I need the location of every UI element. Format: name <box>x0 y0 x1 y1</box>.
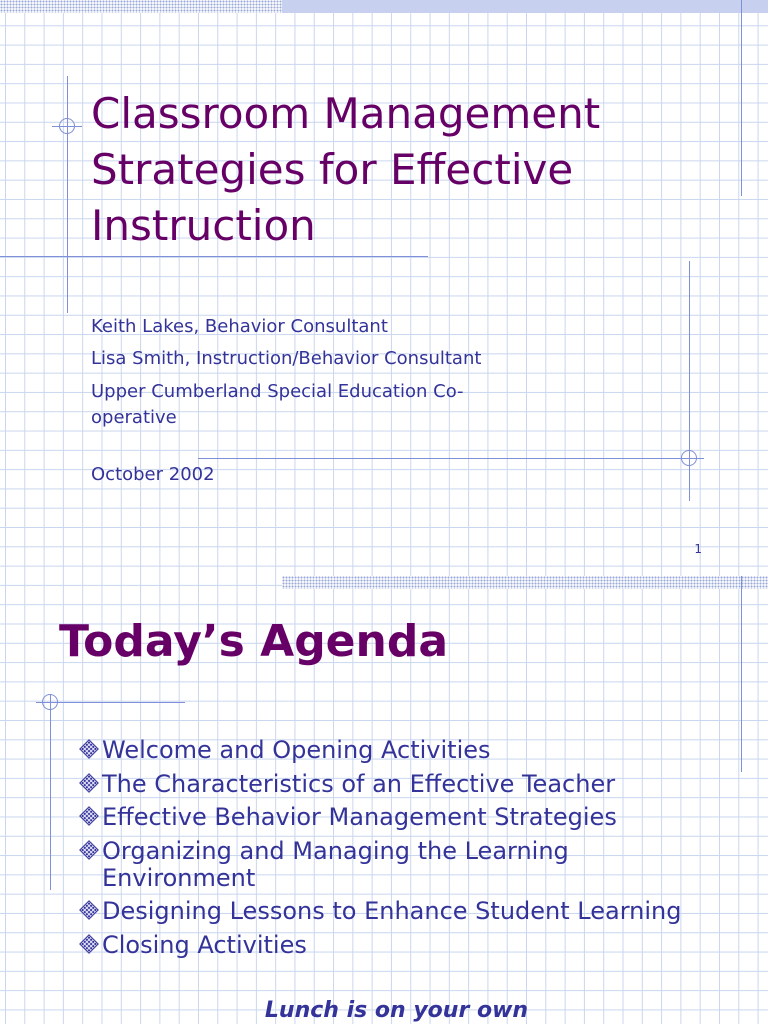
decorative-horizontal-rule-lower <box>198 458 704 459</box>
agenda-list <box>78 737 738 965</box>
agenda-title: Today’s Agenda <box>59 616 449 667</box>
lunch-note: Lunch is on your own <box>264 998 529 1023</box>
decorative-vertical-rule <box>67 76 68 313</box>
presentation-date: October 2002 <box>91 464 215 485</box>
checkered-diamond-bullet-icon <box>78 932 102 959</box>
decorative-ring-icon <box>42 694 58 710</box>
decorative-horizontal-rule <box>0 256 428 257</box>
top-dotted-band <box>0 0 282 13</box>
checkered-diamond-bullet-icon <box>78 804 102 831</box>
decorative-vertical-rule-right <box>741 576 742 772</box>
affiliation <box>91 379 571 431</box>
checkered-diamond-bullet-icon <box>78 771 102 798</box>
affiliation-line-2: operative <box>91 407 177 428</box>
decorative-ring-icon-lower <box>681 450 697 466</box>
checkered-diamond-bullet-icon <box>78 737 102 764</box>
affiliation-line-1: Upper Cumberland Special Education Co- <box>91 381 464 402</box>
decorative-horizontal-tick <box>52 126 82 127</box>
agenda-item-label: Closing Activities <box>102 930 307 959</box>
list-item <box>78 838 738 892</box>
presenter-2: Lisa Smith, Instruction/Behavior Consultant <box>91 348 482 369</box>
checkered-diamond-bullet-icon <box>78 898 102 925</box>
list-item <box>78 804 738 831</box>
presenter-1: Keith Lakes, Behavior Consultant <box>91 316 388 337</box>
list-item <box>78 771 738 798</box>
agenda-item-label: Welcome and Opening Activities <box>102 736 491 764</box>
agenda-item-label: The Characteristics of an Effective Teacher <box>102 769 616 798</box>
slide-title: Classroom Management Strategies for Effective Instruction <box>91 89 601 250</box>
list-item <box>78 932 738 959</box>
presenter-info <box>91 315 571 439</box>
agenda-item-label: Designing Lessons to Enhance Student Learning <box>102 897 682 925</box>
page-number: 1 <box>694 542 702 556</box>
list-item <box>78 898 738 925</box>
checkered-diamond-bullet-icon <box>78 838 102 865</box>
agenda-item-label: Organizing and Managing the Learning Environment <box>102 836 569 892</box>
decorative-vertical-rule-right <box>741 0 742 196</box>
list-item <box>78 737 738 764</box>
agenda-item-label: Effective Behavior Management Strategies <box>102 803 617 831</box>
top-dotted-band <box>282 576 768 589</box>
decorative-vertical-rule <box>50 694 51 890</box>
decorative-horizontal-rule <box>36 702 185 703</box>
top-solid-band <box>282 0 768 13</box>
